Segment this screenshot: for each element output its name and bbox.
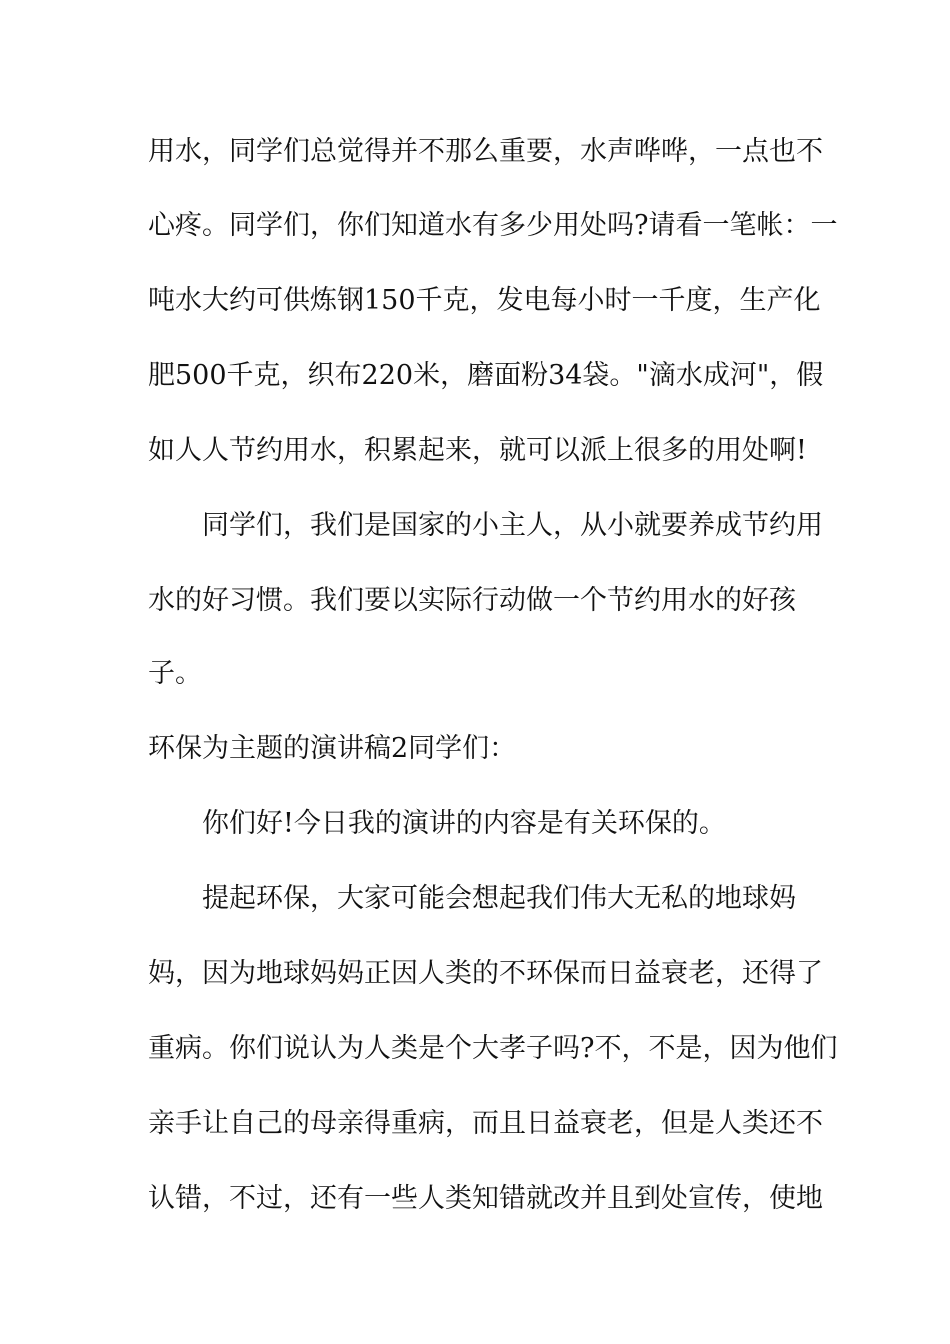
paragraph-first-line: 你们好!今日我的演讲的内容是有关环保的。 <box>202 808 726 839</box>
paragraph-first-line: 提起环保，大家可能会想起我们伟大无私的地球妈 <box>202 883 796 914</box>
text-line: 肥500千克，织布220米，磨面粉34袋。"滴水成河"，假 <box>148 360 824 391</box>
section-heading: 环保为主题的演讲稿2同学们： <box>148 733 517 764</box>
text-line: 认错，不过，还有一些人类知错就改并且到处宣传，使地 <box>148 1183 823 1214</box>
text-line: 心疼。同学们，你们知道水有多少用处吗?请看一笔帐：一 <box>148 210 838 241</box>
text-line: 吨水大约可供炼钢150千克，发电每小时一千度，生产化 <box>148 285 821 316</box>
text-line: 用水，同学们总觉得并不那么重要，水声哗哗，一点也不 <box>148 136 823 167</box>
text-line: 如人人节约用水，积累起来，就可以派上很多的用处啊! <box>148 435 807 466</box>
text-line: 子。 <box>148 658 202 689</box>
text-line: 重病。你们说认为人类是个大孝子吗?不，不是，因为他们 <box>148 1033 838 1064</box>
text-line: 妈，因为地球妈妈正因人类的不环保而日益衰老，还得了 <box>148 958 823 989</box>
paragraph-first-line: 同学们，我们是国家的小主人，从小就要养成节约用 <box>202 510 823 541</box>
text-line: 水的好习惯。我们要以实际行动做一个节约用水的好孩 <box>148 585 796 616</box>
text-line: 亲手让自己的母亲得重病，而且日益衰老，但是人类还不 <box>148 1108 823 1139</box>
